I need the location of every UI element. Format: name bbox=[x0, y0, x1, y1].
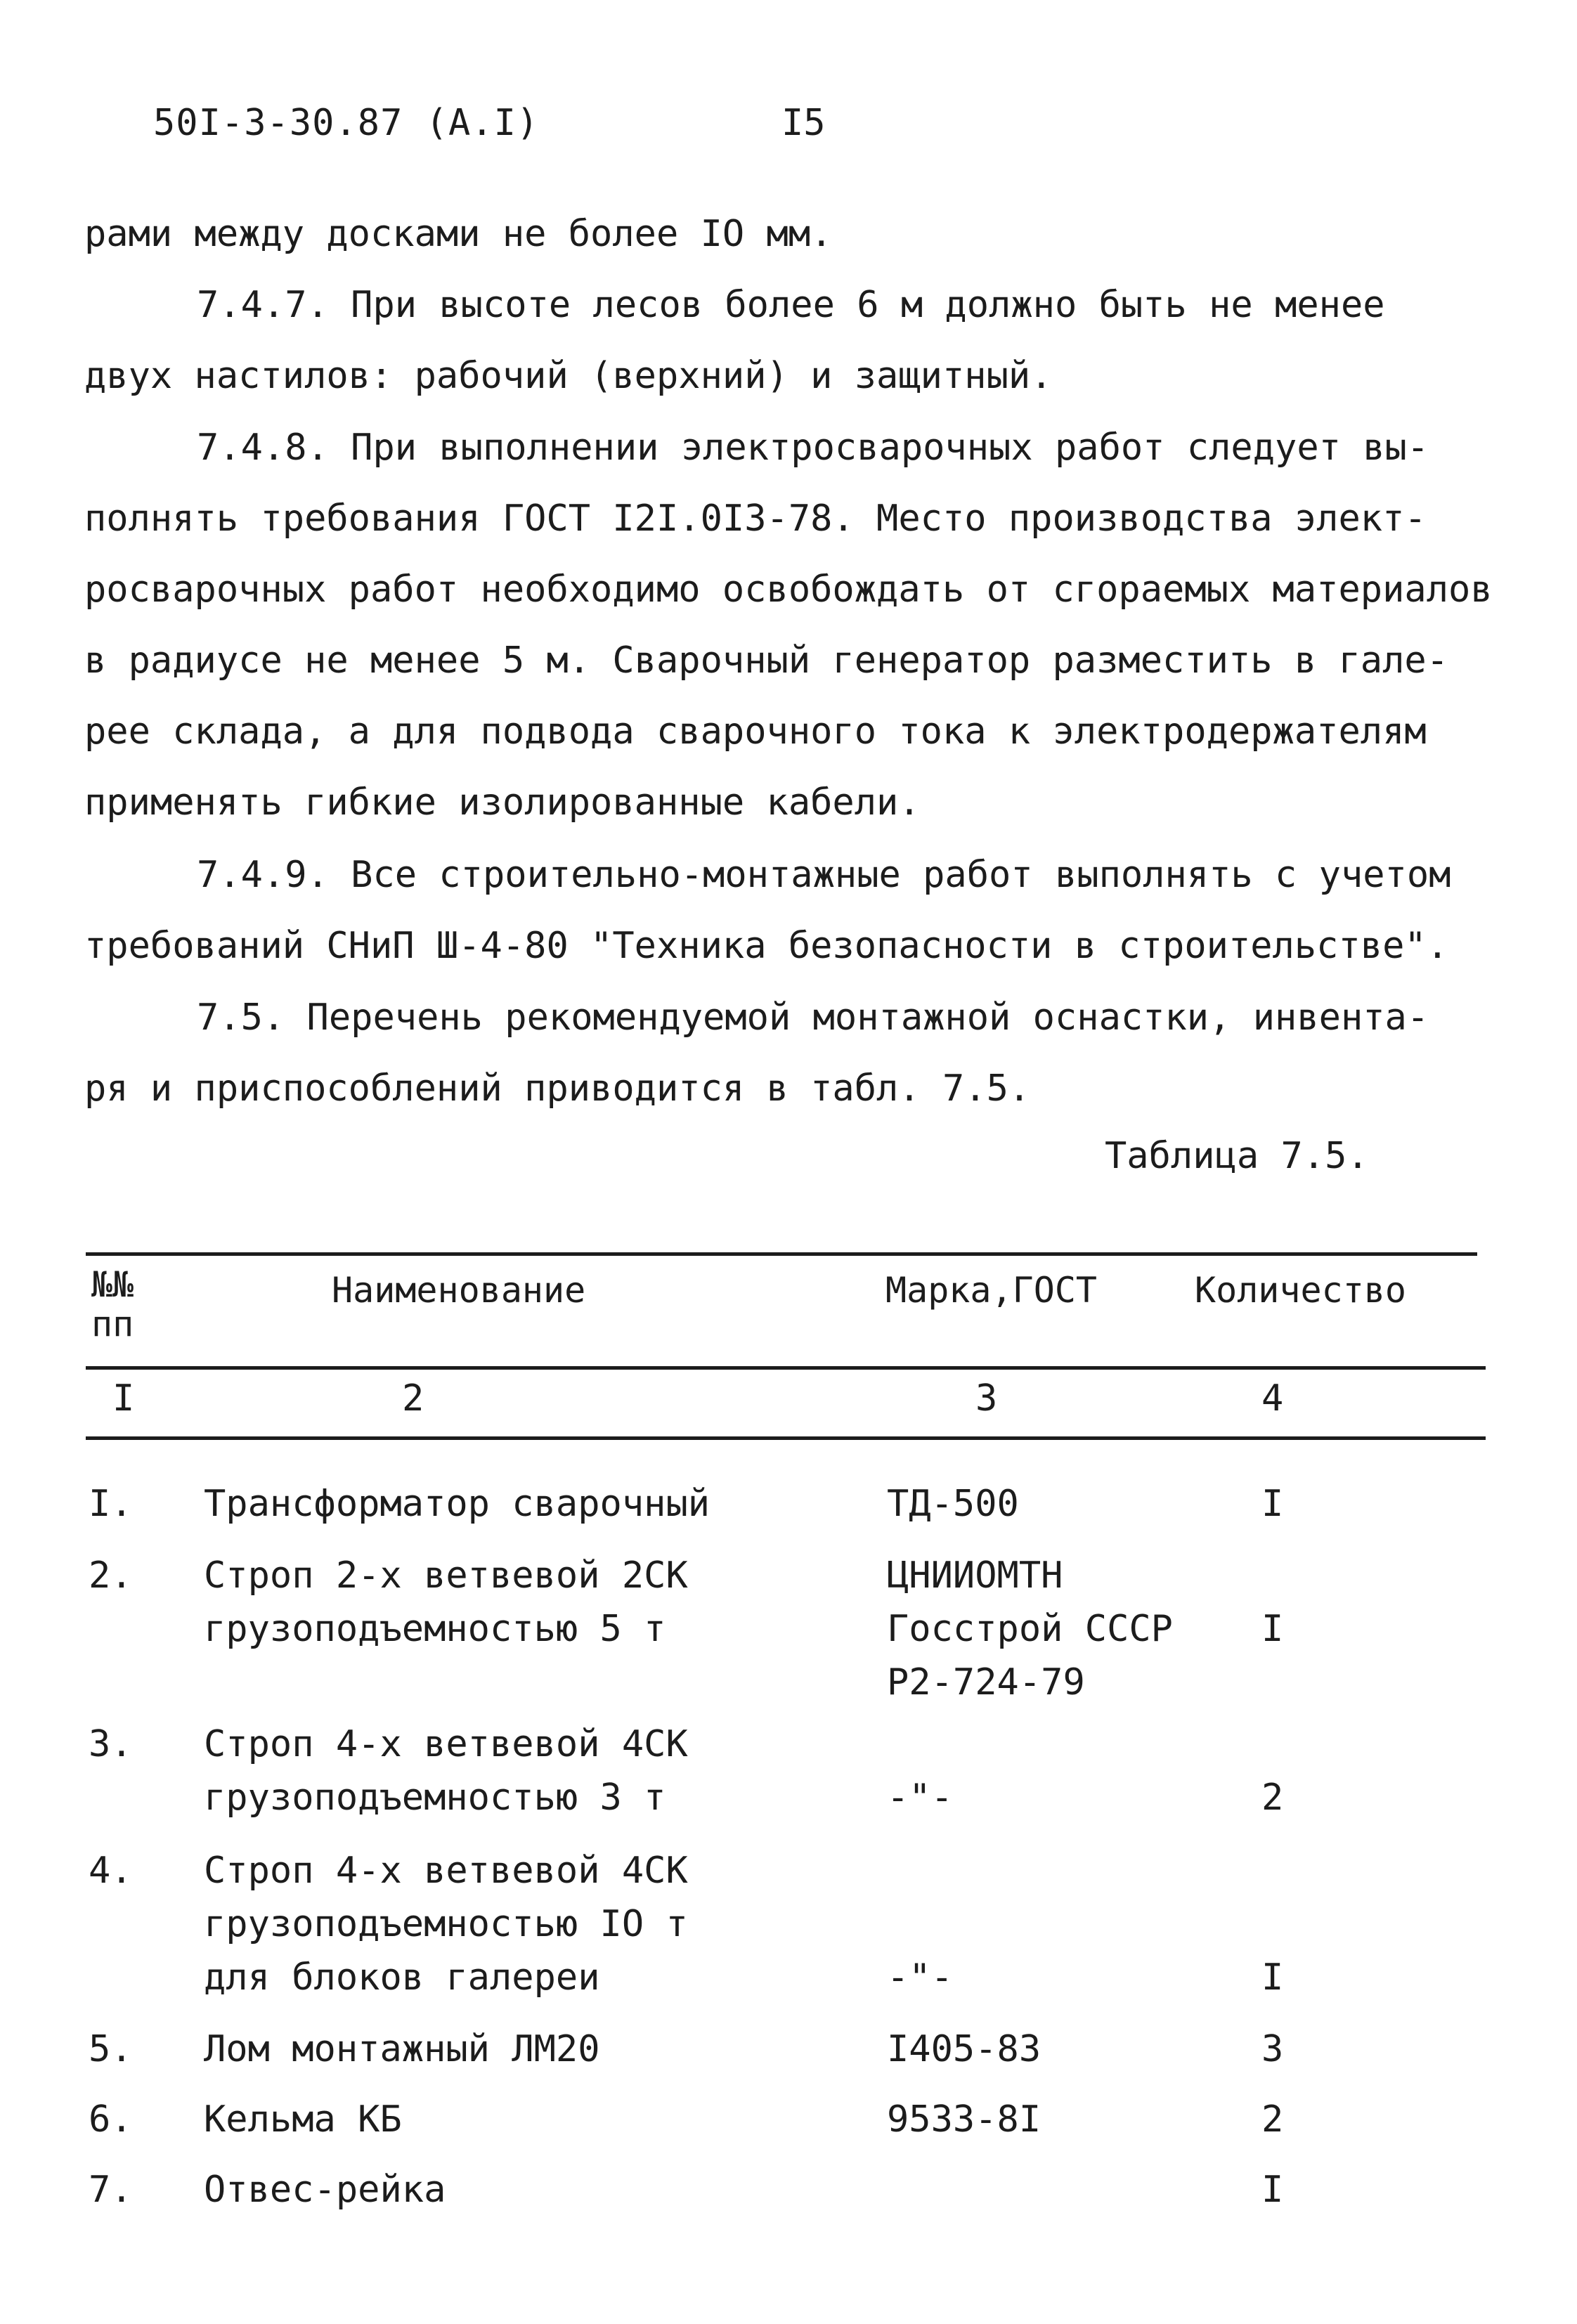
row-name-line: Строп 2-х ветвевой 2СК bbox=[204, 1554, 688, 1597]
text-line: ря и приспособлений приводится в табл. 7.5. bbox=[84, 1067, 1031, 1110]
row-qty: 3 bbox=[1261, 2028, 1284, 2070]
table-header-rule bbox=[86, 1366, 1486, 1370]
row-mark-line: -"- bbox=[887, 1777, 953, 1819]
row-name-line: Лом монтажный ЛМ20 bbox=[204, 2028, 600, 2070]
text-line: в радиусе не менее 5 м. Сварочный генератор разместить в гале- bbox=[84, 640, 1449, 682]
row-name bbox=[204, 1549, 688, 1656]
paragraph-7-5 bbox=[84, 982, 1518, 1124]
row-name-line: для блоков галереи bbox=[204, 1956, 600, 1999]
paragraph-7-4-9 bbox=[84, 840, 1518, 982]
row-number: 7. bbox=[89, 2169, 133, 2211]
page-number: I5 bbox=[781, 102, 826, 144]
row-mark-line: ТД-500 bbox=[887, 1483, 1019, 1525]
table-caption: Таблица 7.5. bbox=[1105, 1135, 1369, 1177]
text-line: полнять требования ГОСТ I2I.0I3-78. Место производства элект- bbox=[84, 498, 1427, 540]
row-mark bbox=[887, 1477, 1019, 1531]
header-num-line2: пп bbox=[91, 1304, 134, 1344]
row-mark bbox=[887, 1549, 1173, 1709]
column-number: I bbox=[112, 1377, 135, 1420]
row-mark-line: Госстрой СССР bbox=[887, 1608, 1173, 1650]
row-name bbox=[204, 1718, 688, 1824]
row-mark bbox=[887, 1771, 953, 1824]
header-name: Наименование bbox=[332, 1270, 586, 1311]
header-mark: Марка,ГОСТ bbox=[885, 1270, 1098, 1311]
row-name-line: Трансформатор сварочный bbox=[204, 1483, 710, 1525]
text-line: 7.4.9. Все строительно-монтажные работ выполнять с учетом bbox=[197, 854, 1451, 896]
table-top-rule bbox=[86, 1252, 1477, 1256]
row-mark bbox=[887, 2093, 1041, 2146]
row-mark bbox=[887, 1951, 953, 2004]
row-qty: 2 bbox=[1261, 1777, 1284, 1819]
column-number: 2 bbox=[402, 1377, 424, 1420]
column-number: 3 bbox=[975, 1377, 998, 1420]
text-line: 7.5. Перечень рекомендуемой монтажной оснастки, инвента- bbox=[197, 997, 1429, 1039]
row-name-line: Строп 4-х ветвевой 4СК bbox=[204, 1723, 688, 1765]
table-colnum-rule bbox=[86, 1436, 1486, 1440]
row-name-line: грузоподъемностью 3 т bbox=[204, 1777, 666, 1819]
row-number: 6. bbox=[89, 2098, 133, 2141]
row-qty: I bbox=[1261, 1608, 1284, 1650]
row-name-line: грузоподъемностью 5 т bbox=[204, 1608, 666, 1650]
row-number: 3. bbox=[89, 1723, 133, 1765]
row-qty: I bbox=[1261, 2169, 1284, 2211]
text-line: 7.4.7. При высоте лесов более 6 м должно быть не менее bbox=[197, 284, 1385, 326]
row-mark-line: ЦНИИОМТН bbox=[887, 1554, 1063, 1597]
row-number: 2. bbox=[89, 1554, 133, 1597]
row-mark-line: -"- bbox=[887, 1956, 953, 1999]
header-num bbox=[91, 1265, 134, 1344]
column-number: 4 bbox=[1261, 1377, 1284, 1420]
header-qty: Количество bbox=[1195, 1270, 1407, 1311]
row-number: 5. bbox=[89, 2028, 133, 2070]
row-name-line: Отвес-рейка bbox=[204, 2169, 446, 2211]
paragraph-7-4-7 bbox=[84, 270, 1518, 412]
text-line: 7.4.8. При выполнении электросварочных работ следует вы- bbox=[197, 427, 1429, 469]
text-line: рее склада, а для подвода сварочного тока к электродержателям bbox=[84, 710, 1427, 753]
row-name-line: Строп 4-х ветвевой 4СК bbox=[204, 1850, 688, 1892]
row-qty: I bbox=[1261, 1483, 1284, 1525]
row-qty: 2 bbox=[1261, 2098, 1284, 2141]
row-number: 4. bbox=[89, 1850, 133, 1892]
row-mark-line: I405-83 bbox=[887, 2028, 1041, 2070]
row-name bbox=[204, 2023, 600, 2076]
row-name bbox=[204, 2163, 446, 2216]
row-qty: I bbox=[1261, 1956, 1284, 1999]
row-name bbox=[204, 1844, 688, 2004]
row-mark bbox=[887, 2023, 1041, 2076]
text-line: применять гибкие изолированные кабели. bbox=[84, 781, 921, 824]
header-num-line1: №№ bbox=[91, 1264, 134, 1305]
paragraph-7-4-8 bbox=[84, 413, 1518, 838]
text-line: рами между досками не более IO мм. bbox=[84, 213, 833, 255]
row-name-line: грузоподъемностью IO т bbox=[204, 1903, 688, 1945]
text-line: росварочных работ необходимо освобождать от сгораемых материалов bbox=[84, 569, 1493, 611]
paragraph-continuation bbox=[84, 199, 1518, 270]
row-name bbox=[204, 1477, 710, 1531]
text-line: требований СНиП Ш-4-80 "Техника безопасности в строительстве". bbox=[84, 925, 1449, 967]
row-name-line: Кельма КБ bbox=[204, 2098, 402, 2141]
document-code: 50I-3-30.87 (A.I) bbox=[153, 102, 540, 144]
row-name bbox=[204, 2093, 402, 2146]
row-mark-line: 9533-8I bbox=[887, 2098, 1041, 2141]
text-line: двух настилов: рабочий (верхний) и защитный. bbox=[84, 355, 1053, 397]
row-number: I. bbox=[89, 1483, 133, 1525]
row-mark-line: Р2-724-79 bbox=[887, 1661, 1085, 1703]
